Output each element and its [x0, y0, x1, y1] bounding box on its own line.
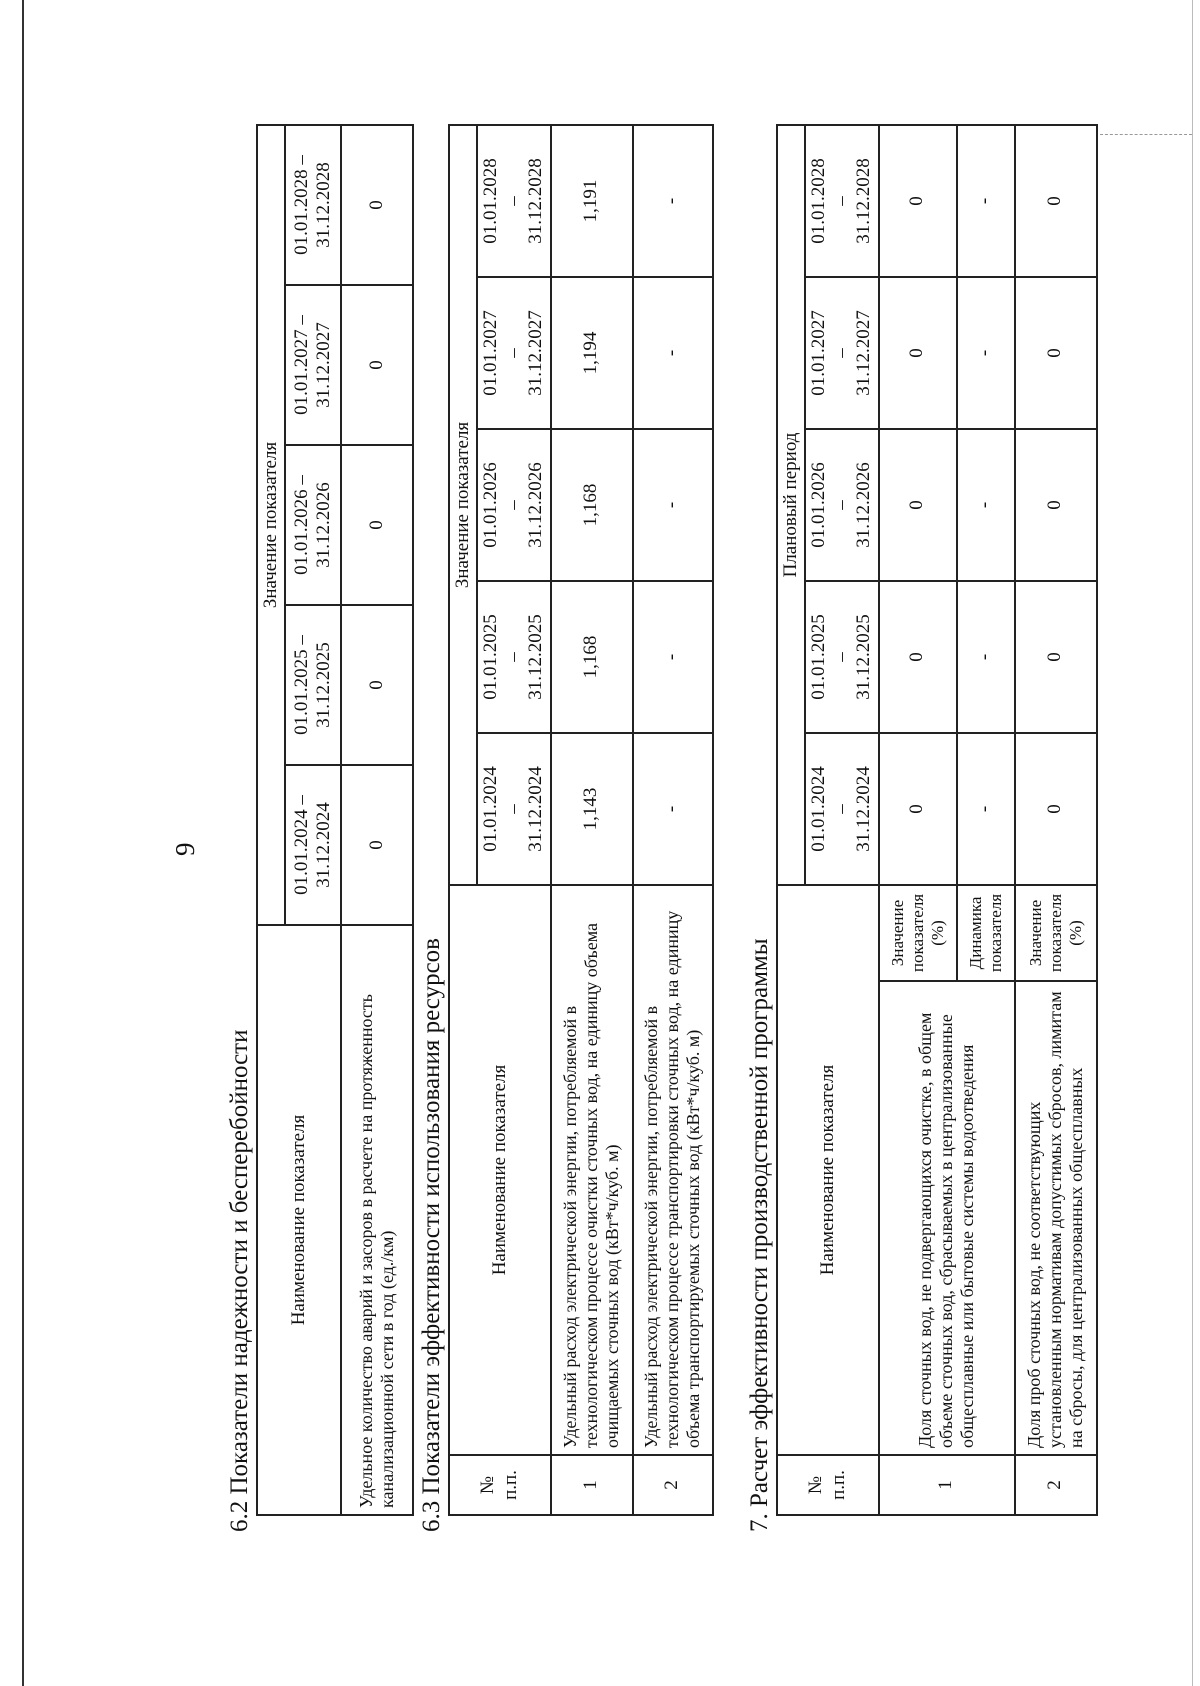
col-value-header: Значение показателя	[449, 125, 477, 885]
col-num-header: № п.п.	[449, 1455, 551, 1515]
indicator-value: 1,168	[551, 429, 633, 581]
indicator-name: Доля проб сточных вод, не соответствующих установленным нормативам допустимых сбросов, лимитам на сбросы, для централизованных общесплавных	[1015, 981, 1097, 1455]
indicator-name: Доля сточных вод, не подвергающихся очистке, в общем объеме сточных вод, сбрасываемых в централизованные общесплавные или бытовые системы водоотведения	[879, 981, 1015, 1455]
indicator-value: -	[633, 733, 713, 885]
col-name-header: Наименование показателя	[777, 885, 879, 1455]
row-number: 1	[551, 1455, 633, 1515]
period-header: 01.01.2028 – 31.12.2028	[477, 125, 550, 277]
indicator-value: 0	[341, 445, 413, 605]
indicator-value: 0	[1015, 581, 1097, 733]
period-header: 01.01.2024 – 31.12.2024	[477, 733, 550, 885]
table-row	[633, 125, 713, 1515]
page-left-border	[22, 0, 24, 1686]
indicator-value: 1,194	[551, 277, 633, 429]
period-header: 01.01.2026 – 31.12.2026	[477, 429, 550, 581]
indicator-value: 0	[879, 429, 957, 581]
indicator-value: 0	[879, 277, 957, 429]
indicator-value: 0	[879, 733, 957, 885]
table-row	[341, 125, 413, 1515]
page-number: 9	[170, 842, 200, 856]
period-header: 01.01.2027 – 31.12.2027	[477, 277, 550, 429]
period-header: 01.01.2024 – 31.12.2024	[285, 765, 341, 925]
row-number: 1	[879, 1455, 1015, 1515]
row-number: 2	[1015, 1455, 1097, 1515]
period-header: 01.01.2026 – 31.12.2026	[285, 445, 341, 605]
table-row	[1015, 125, 1097, 1515]
period-header: 01.01.2026 – 31.12.2026	[805, 429, 878, 581]
rotated-page-content	[80, 70, 1120, 1616]
col-name-header: Наименование показателя	[449, 885, 551, 1455]
sub-indicator-label: Значение показателя (%)	[1015, 885, 1097, 981]
indicator-name: Удельное количество аварий и засоров в расчете на протяженность канализационной сети в год (ед./км)	[341, 925, 413, 1515]
indicator-value: 0	[1015, 125, 1097, 277]
sub-indicator-label: Значение показателя (%)	[879, 885, 957, 981]
indicator-value: 0	[341, 285, 413, 445]
col-period-header: Плановый период	[777, 125, 805, 885]
col-name-header: Наименование показателя	[257, 925, 341, 1515]
indicator-name: Удельный расход электрической энергии, потребляемой в технологическом процессе очистки сточных вод, на единицу объема очищаемых сточных вод (кВт*ч/куб. м)	[551, 885, 633, 1455]
indicator-value: 0	[1015, 277, 1097, 429]
indicator-value: 0	[879, 581, 957, 733]
indicator-value: 0	[1015, 733, 1097, 885]
indicator-value: -	[633, 581, 713, 733]
indicator-value: -	[957, 733, 1015, 885]
indicator-value: -	[633, 429, 713, 581]
indicator-value: 0	[1015, 429, 1097, 581]
indicator-value: 0	[341, 125, 413, 285]
indicator-value: 0	[341, 605, 413, 765]
indicator-value: -	[957, 277, 1015, 429]
indicator-value: 0	[879, 125, 957, 277]
period-header: 01.01.2027 – 31.12.2027	[805, 277, 878, 429]
col-value-header: Значение показателя	[257, 125, 285, 925]
period-header: 01.01.2025 – 31.12.2025	[805, 581, 878, 733]
indicator-name: Удельный расход электрической энергии, потребляемой в технологическом процессе транспортировки сточных вод, на единицу объема транспортируемых сточных вод (кВт*ч/куб. м)	[633, 885, 713, 1455]
sub-indicator-label: Динамика показателя	[957, 885, 1015, 981]
period-header: 01.01.2027 – 31.12.2027	[285, 285, 341, 445]
indicator-value: -	[957, 125, 1015, 277]
resource-efficiency-table	[448, 124, 714, 1516]
period-header: 01.01.2024 – 31.12.2024	[805, 733, 878, 885]
indicator-value: 1,168	[551, 581, 633, 733]
section-6-2-title: 6.2 Показатели надежности и бесперебойности	[226, 1029, 253, 1532]
reliability-table	[256, 124, 414, 1516]
period-header: 01.01.2025 – 31.12.2025	[285, 605, 341, 765]
table-row	[551, 125, 633, 1515]
page-right-edge	[1192, 0, 1193, 1686]
table-row	[879, 125, 957, 1515]
section-6-3-title: 6.3 Показатели эффективности использования ресурсов	[418, 938, 445, 1532]
indicator-value: 1,143	[551, 733, 633, 885]
period-header: 01.01.2028 – 31.12.2028	[805, 125, 878, 277]
program-efficiency-table	[776, 124, 1098, 1516]
indicator-value: -	[957, 581, 1015, 733]
indicator-value: 0	[341, 765, 413, 925]
period-header: 01.01.2028 – 31.12.2028	[285, 125, 341, 285]
col-num-header: № п.п.	[777, 1455, 879, 1515]
section-7-title: 7. Расчет эффективности производственной программы	[746, 938, 773, 1532]
period-header: 01.01.2025 – 31.12.2025	[477, 581, 550, 733]
indicator-value: -	[633, 277, 713, 429]
indicator-value: -	[633, 125, 713, 277]
indicator-value: -	[957, 429, 1015, 581]
row-number: 2	[633, 1455, 713, 1515]
indicator-value: 1,191	[551, 125, 633, 277]
